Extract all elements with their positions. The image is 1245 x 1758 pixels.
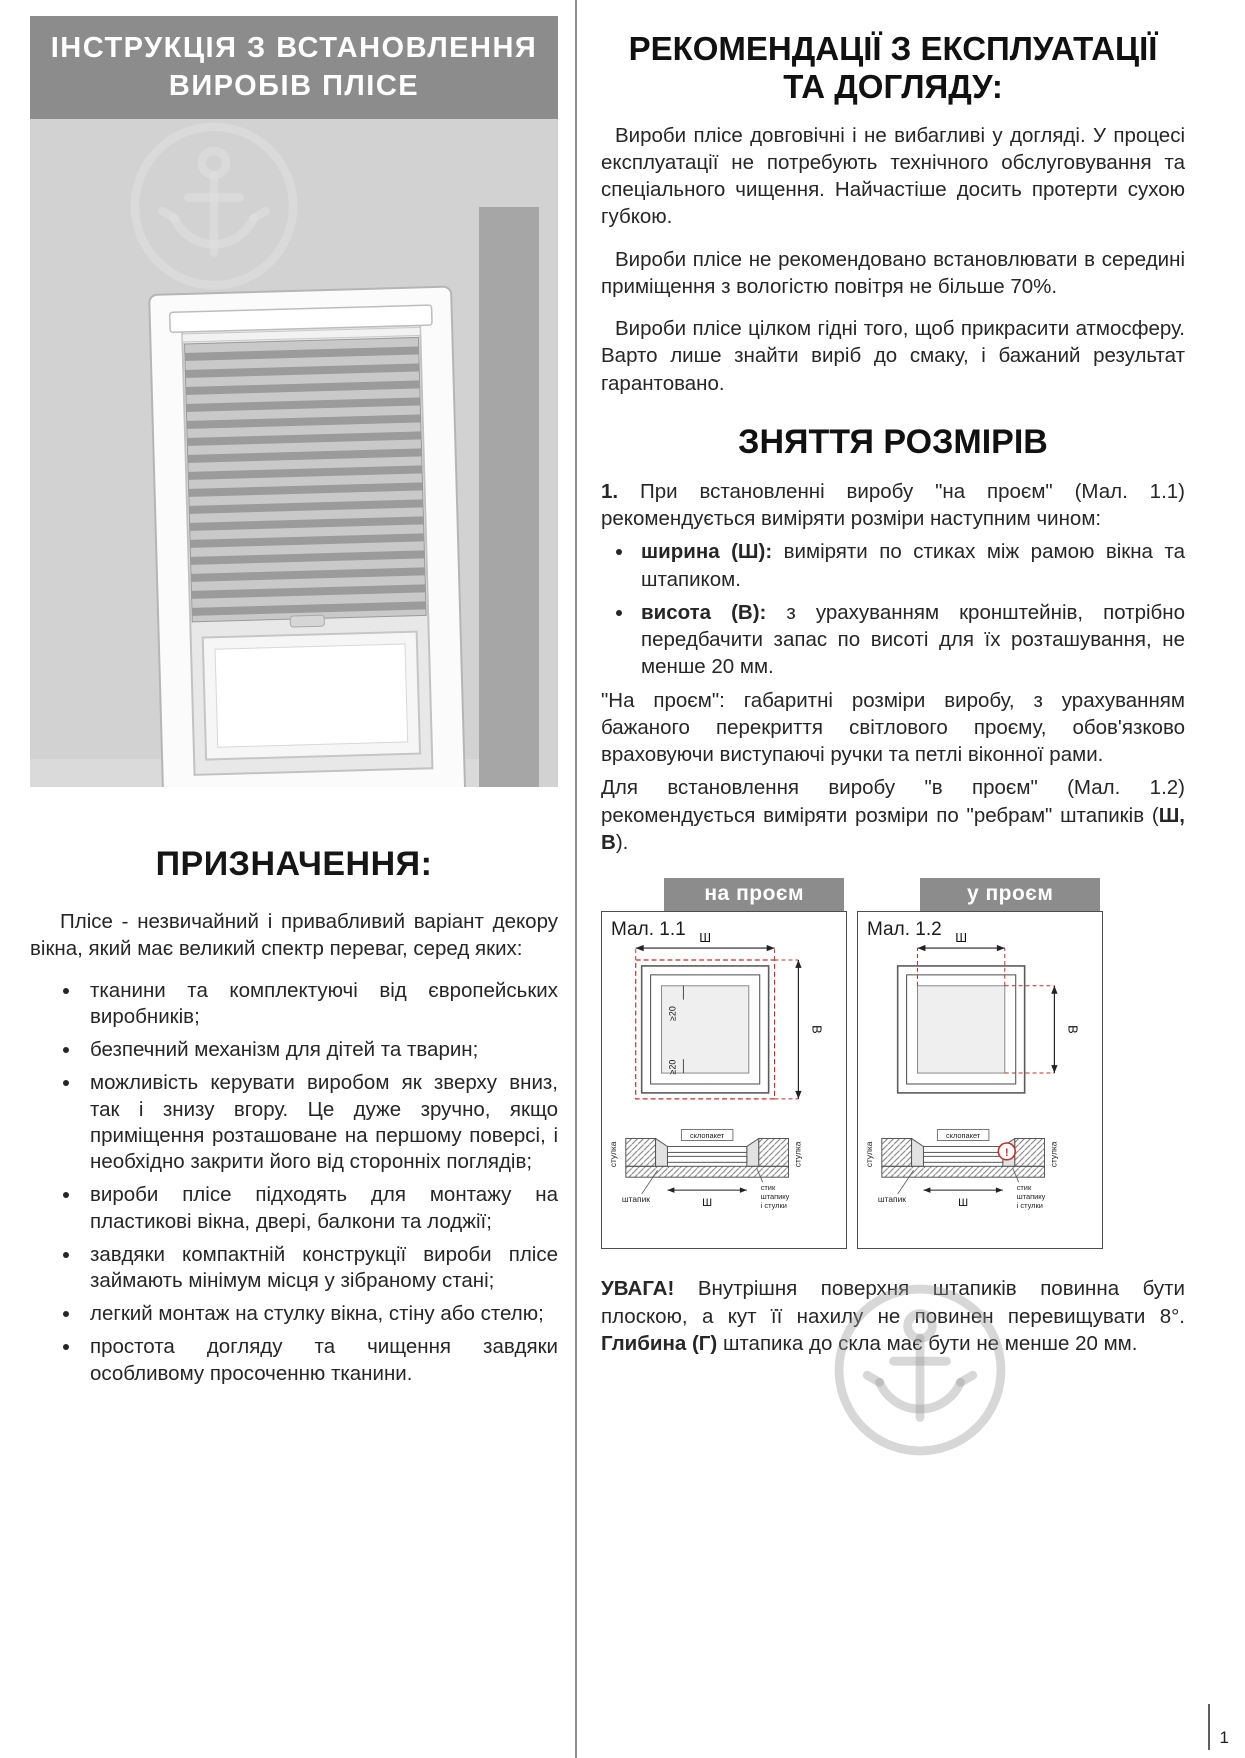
- measure-intro: [601, 478, 1185, 533]
- dim-width-bottom-label: Ш: [958, 1196, 969, 1209]
- diagram1-header: на проєм: [664, 878, 844, 911]
- column-divider: [575, 0, 577, 1758]
- measuring-diagrams: [601, 878, 1185, 1249]
- sash-left-label: стулка: [863, 1141, 874, 1168]
- glass-unit-label: склопакет: [689, 1131, 725, 1141]
- measure-intro-text: При встановленні виробу "на проєм" (Мал. 1.1) рекомендується виміряти розміри наступним чином:: [601, 479, 1185, 531]
- care-title-line-1: РЕКОМЕНДАЦІЇ З ЕКСПЛУАТАЦІЇ: [628, 30, 1158, 67]
- list-item-text: вироби плісе підходять для монтажу на пластикові вікна, двері, балкони та лоджії;: [90, 1183, 558, 1233]
- warning-bold: Глибина (Г): [601, 1331, 718, 1355]
- list-item: [82, 1242, 558, 1294]
- measure-term-text: з урахуванням кронштейнів, потрібно передбачити запас по висоті для їх розташування, не менше 20 мм.: [641, 600, 1185, 679]
- measure-p2-bold: Ш, В: [601, 803, 1185, 854]
- gap-bottom-label: ≥20: [667, 1059, 678, 1075]
- care-paragraph-1: Вироби плісе довговічні і не вибагливі у догляді. У процесі експлуатації не потребують технічного обслуговування та спеціального чищення. Найчастіше досить протерти сухою губкою.: [601, 123, 1185, 229]
- list-item: [82, 1037, 558, 1063]
- joint-label-1: стик: [760, 1183, 776, 1193]
- measure-p2-post: ).: [615, 830, 629, 854]
- list-item: [82, 1301, 558, 1327]
- list-item-text: тканини та комплектуючі від європейських виробників;: [90, 978, 558, 1028]
- figure-label: Мал. 1.1: [611, 919, 686, 941]
- diagram1-drawing: [602, 912, 846, 1248]
- measure-term: висота (В):: [641, 600, 767, 624]
- warning-text-1: Внутрішня поверхня штапиків повинна бути плоскою, а кут її нахилу не повинен перевищувати 8°.: [601, 1277, 1185, 1328]
- sash-right-label: стулка: [1048, 1141, 1059, 1168]
- pleated-shade: [185, 337, 427, 621]
- joint-label-2: штапику: [1016, 1192, 1046, 1202]
- measure-paragraph-2: [601, 774, 1185, 856]
- list-item-text: безпечний механізм для дітей та тварин;: [90, 1038, 479, 1062]
- list-item: [635, 599, 1185, 681]
- joint-label-3: і стулки: [760, 1200, 787, 1210]
- sash-right-label: стулка: [792, 1141, 803, 1168]
- purpose-intro: Плісе - незвичайний і привабливий варіант декору вікна, який має великий спектр переваг, серед яких:: [30, 909, 558, 960]
- joint-label-2: штапику: [760, 1192, 790, 1202]
- care-title: [601, 30, 1185, 107]
- left-title-banner: [30, 16, 558, 119]
- dim-width-label: Ш: [955, 930, 968, 946]
- bead-label: штапик: [621, 1194, 650, 1205]
- banner-line-1: ІНСТРУКЦІЯ З ВСТАНОВЛЕННЯ: [50, 32, 538, 64]
- attention-mark: !: [1004, 1146, 1009, 1159]
- measure-title: ЗНЯТТЯ РОЗМІРІВ: [738, 422, 1048, 461]
- list-item-text: можливість керувати виробом як зверху вниз, так і знизу вгору. Це дуже зручно, якщо приміщення розташоване на першому поверсі, і необхідно закрити його від сторонніх поглядів;: [90, 1071, 558, 1174]
- banner-line-2: ВИРОБІВ ПЛІСЕ: [168, 70, 420, 103]
- sash-left-label: стулка: [607, 1141, 618, 1168]
- care-paragraph-2: Вироби плісе не рекомендовано встановлювати в середині приміщення з вологістю повітря не більше 70%.: [601, 247, 1185, 298]
- measure-step-number: 1.: [601, 479, 619, 503]
- measure-list: [601, 538, 1185, 680]
- dim-height-label: В: [1065, 1025, 1081, 1034]
- list-item: [82, 1334, 558, 1386]
- diagram-panel-u-proem: [857, 878, 1103, 1249]
- right-column: [601, 30, 1185, 1357]
- warning-label: УВАГА!: [601, 1277, 675, 1301]
- dim-height-label: В: [809, 1025, 825, 1034]
- care-paragraph-3: Вироби плісе цілком гідні того, щоб прикрасити атмосферу. Варто лише знайти виріб до смаку, і бажаний результат гарантовано.: [601, 317, 1185, 395]
- shade-handle: [290, 615, 324, 627]
- diagram2-drawing: [858, 912, 1102, 1248]
- figure-label: Мал. 1.2: [867, 919, 942, 941]
- purpose-title: ПРИЗНАЧЕННЯ:: [155, 844, 433, 883]
- diagram-panel-na-proem: [601, 878, 847, 1249]
- joint-label-1: стик: [1016, 1183, 1032, 1193]
- page-footer: [1208, 1704, 1229, 1750]
- footer-divider: [1208, 1704, 1210, 1750]
- diagram1-box: [601, 911, 847, 1249]
- list-item: [82, 1182, 558, 1234]
- care-title-line-2: ТА ДОГЛЯДУ:: [783, 68, 1003, 106]
- glass-unit-label: склопакет: [945, 1131, 981, 1141]
- list-item-text: простота догляду та чищення завдяки особливому просоченню тканини.: [90, 1335, 558, 1385]
- diagram2-box: [857, 911, 1103, 1249]
- list-item-text: завдяки компактній конструкції вироби плісе займають мінімум місця у зібраному стані;: [90, 1242, 558, 1292]
- dim-width-label: Ш: [699, 930, 712, 946]
- list-item: [82, 1070, 558, 1175]
- bead-label: штапик: [877, 1194, 906, 1205]
- page-number: 1: [1219, 1728, 1229, 1747]
- measure-p2-pre: Для встановлення виробу "в проєм" (Мал. 1.2) рекомендується виміряти розміри по "ребрам" штапиків (: [601, 776, 1185, 827]
- measure-paragraph-1: "На проєм": габаритні розміри виробу, з урахуванням бажаного перекриття світлового проєму, обов'язково враховуючи виступаючі ручки та петлі віконної рами.: [601, 688, 1185, 767]
- list-item: [635, 538, 1185, 593]
- joint-label-3: і стулки: [1016, 1200, 1043, 1210]
- left-column: [30, 16, 558, 1394]
- list-item-text: легкий монтаж на стулку вікна, стіну або стелю;: [90, 1302, 544, 1326]
- diagram2-header: у проєм: [920, 878, 1100, 911]
- warning-text-2: штапика до скла має бути не менше 20 мм.: [717, 1331, 1138, 1355]
- gap-top-label: ≥20: [667, 1006, 678, 1021]
- list-item: [82, 978, 558, 1030]
- benefits-list: [30, 978, 558, 1387]
- warning-paragraph: [601, 1275, 1185, 1357]
- window-blind-drawing: [30, 119, 558, 787]
- dim-width-bottom-label: Ш: [702, 1196, 713, 1209]
- measure-term: ширина (Ш):: [641, 540, 773, 564]
- blind-illustration: [30, 119, 558, 787]
- measure-term-text: виміряти по стиках між рамою вікна та штапиком.: [641, 540, 1185, 591]
